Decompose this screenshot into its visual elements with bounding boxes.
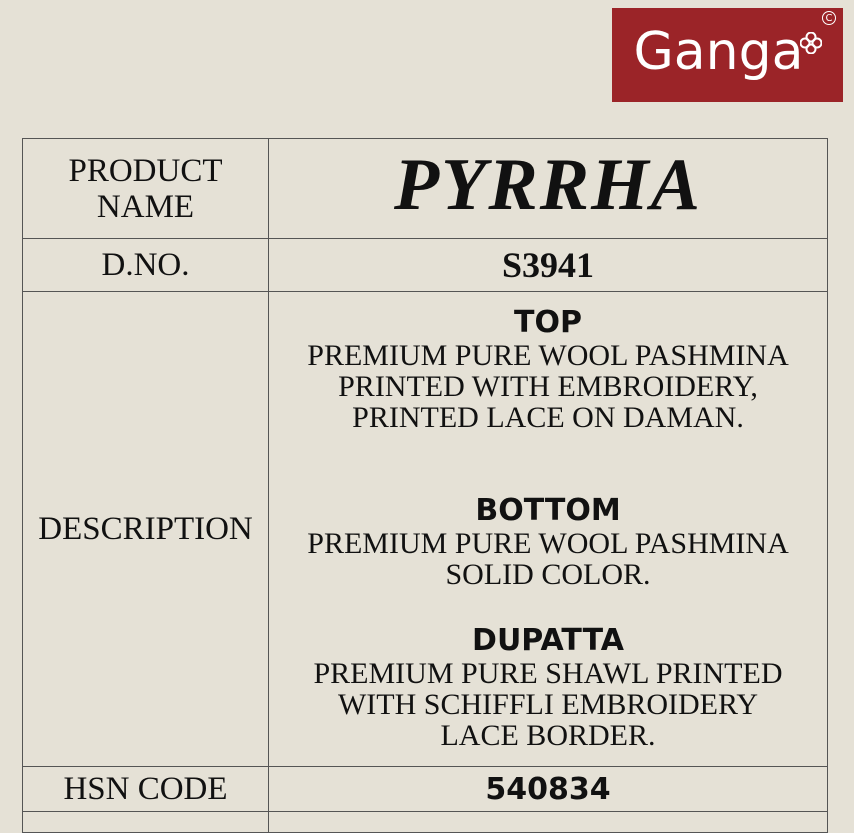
brand-name: Ganga xyxy=(633,22,804,82)
flower-icon xyxy=(800,32,822,54)
table-row xyxy=(23,139,828,239)
section-line: SOLID COLOR. xyxy=(445,558,651,591)
section-heading: DUPATTA xyxy=(472,623,624,658)
hsn-label: HSN CODE xyxy=(23,767,269,812)
description-label: DESCRIPTION xyxy=(23,292,269,767)
section-line: PREMIUM PURE WOOL PASHMINA xyxy=(307,527,789,560)
table-row xyxy=(23,292,828,767)
section-line: PREMIUM PURE WOOL PASHMINA xyxy=(307,339,789,372)
dno-label: D.NO. xyxy=(23,239,269,292)
dno-value: S3941 xyxy=(501,245,595,285)
hsn-value: 540834 xyxy=(485,771,611,807)
empty-cell xyxy=(269,812,828,833)
empty-cell xyxy=(23,812,269,833)
product-name-value: PYRRHA xyxy=(393,144,703,226)
section-line: PRINTED WITH EMBROIDERY, xyxy=(338,370,758,403)
table-row xyxy=(23,767,828,812)
section-line: PREMIUM PURE SHAWL PRINTED xyxy=(313,657,783,690)
product-name-label: PRODUCT NAME xyxy=(23,139,269,239)
hsn-cell xyxy=(269,767,828,812)
description-cell xyxy=(269,292,828,767)
table-row xyxy=(23,239,828,292)
product-name-cell xyxy=(269,139,828,239)
table-row xyxy=(23,812,828,833)
dno-cell xyxy=(269,239,828,292)
brand-logo xyxy=(612,8,843,102)
section-line: WITH SCHIFFLI EMBROIDERY xyxy=(337,688,758,721)
description-section-bottom xyxy=(269,494,827,590)
section-heading: TOP xyxy=(514,305,582,340)
copyright-icon: C xyxy=(822,11,836,25)
section-line: PRINTED LACE ON DAMAN. xyxy=(352,401,744,434)
section-heading: BOTTOM xyxy=(475,493,621,528)
description-section-top xyxy=(269,306,827,433)
section-line: LACE BORDER. xyxy=(440,719,656,752)
product-spec-table xyxy=(22,138,828,833)
description-section-dupatta xyxy=(269,624,827,751)
